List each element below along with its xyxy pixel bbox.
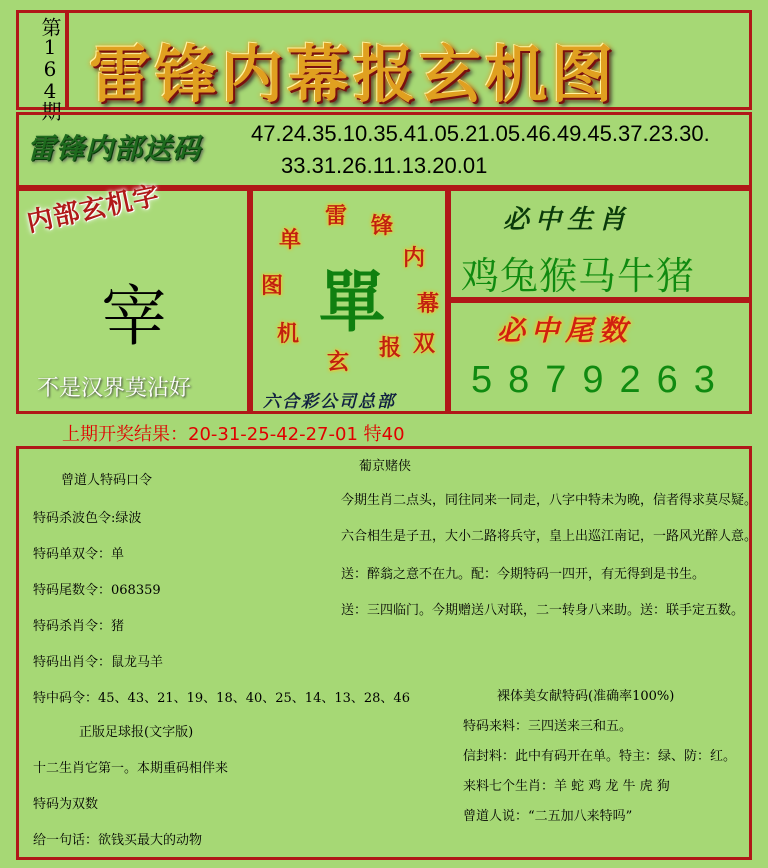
inside-code-line-1: 47.24.35.10.35.41.05.21.05.46.49.45.37.23.30. (251, 121, 710, 146)
inside-code-label: 雷锋内部送码 (27, 132, 202, 165)
company-label: 六合彩公司总部 (263, 392, 396, 412)
right-column-subtitle: 裸体美女献特码(准确率100%) (497, 689, 675, 704)
left-line: 特码出肖令：鼠龙马羊 (33, 655, 164, 670)
inside-code-box (16, 112, 752, 188)
right-line: 今期生肖二点头，同往同来一同走，八字中特未为晚，信者得求莫尽疑。 (341, 493, 758, 508)
ring-char: 图 (261, 273, 284, 299)
issue-box (16, 10, 68, 119)
ring-char: 双 (413, 331, 436, 357)
left-line: 特码尾数令：068359 (33, 583, 161, 598)
bottom-text-box (16, 446, 758, 860)
ring-char: 机 (277, 321, 300, 347)
single-character: 單 (319, 264, 385, 341)
riddle-verse: 不是汉界莫沾好 (37, 376, 192, 401)
zodiac-values: 鸡兔猴马牛猪 (461, 254, 696, 298)
tail-values: 5879263 (471, 359, 731, 401)
right-line: 特码来料：三四送来三和五。 (463, 719, 633, 734)
ring-char: 单 (279, 227, 302, 253)
single-panel (250, 188, 448, 414)
tail-label: 必中尾数 (497, 314, 634, 347)
left-line: 特码杀波色令:绿波 (33, 511, 142, 526)
page-title: 雷锋内幕报玄机图 (89, 38, 618, 111)
right-line: 曾道人说：“二五加八来特吗” (463, 809, 633, 824)
right-line: 送：三四临门。今期赠送八对联，二一转身八来助。送：联手定五数。 (341, 603, 745, 618)
riddle-character: 宰 (101, 278, 167, 355)
right-line: 来料七个生肖：羊 蛇 鸡 龙 牛 虎 狗 (463, 779, 670, 794)
riddle-panel (16, 180, 250, 414)
left-column-title: 曾道人特码口令 (61, 473, 153, 488)
issue-number: 第164期 (38, 17, 62, 119)
last-result: 上期开奖结果：20-31-25-42-27-01 特40 (62, 424, 405, 445)
left-line: 给一句话：欲钱买最大的动物 (33, 833, 203, 848)
tail-panel (448, 300, 752, 414)
left-line: 特码为双数 (33, 797, 99, 812)
left-line: 特码杀肖令：猪 (33, 619, 125, 634)
left-line: 十二生肖它第一。本期重码相伴来 (33, 761, 229, 776)
left-line: 特码单双令：单 (33, 547, 125, 562)
ring-char: 报 (379, 335, 402, 361)
ring-char: 幕 (417, 291, 440, 317)
inside-code-line-2: 33.31.26.11.13.20.01 (281, 153, 488, 178)
left-column-subtitle: 正版足球报(文字版) (79, 725, 194, 740)
riddle-label: 内部玄机字 (24, 180, 163, 239)
ring-char: 玄 (327, 349, 350, 375)
right-line: 六合相生是子丑，大小二路将兵守，皇上出巡江南记，一路风光醉人意。 (341, 529, 758, 544)
title-box (66, 10, 752, 110)
zodiac-label: 必中生肖 (503, 205, 632, 235)
ring-char: 锋 (371, 213, 394, 239)
ring-char: 内 (403, 245, 426, 271)
zodiac-panel (448, 188, 752, 300)
right-line: 信封料：此中有码开在单。特主：绿、防：红。 (463, 749, 737, 764)
right-column-title: 葡京赌侠 (359, 459, 412, 474)
right-line: 送：醉翁之意不在九。配：今期特码一四开，有无得到是书生。 (341, 567, 706, 582)
left-line: 特中码令：45、43、21、19、18、40、25、14、13、28、46 (33, 691, 410, 706)
ring-char: 雷 (325, 203, 348, 229)
